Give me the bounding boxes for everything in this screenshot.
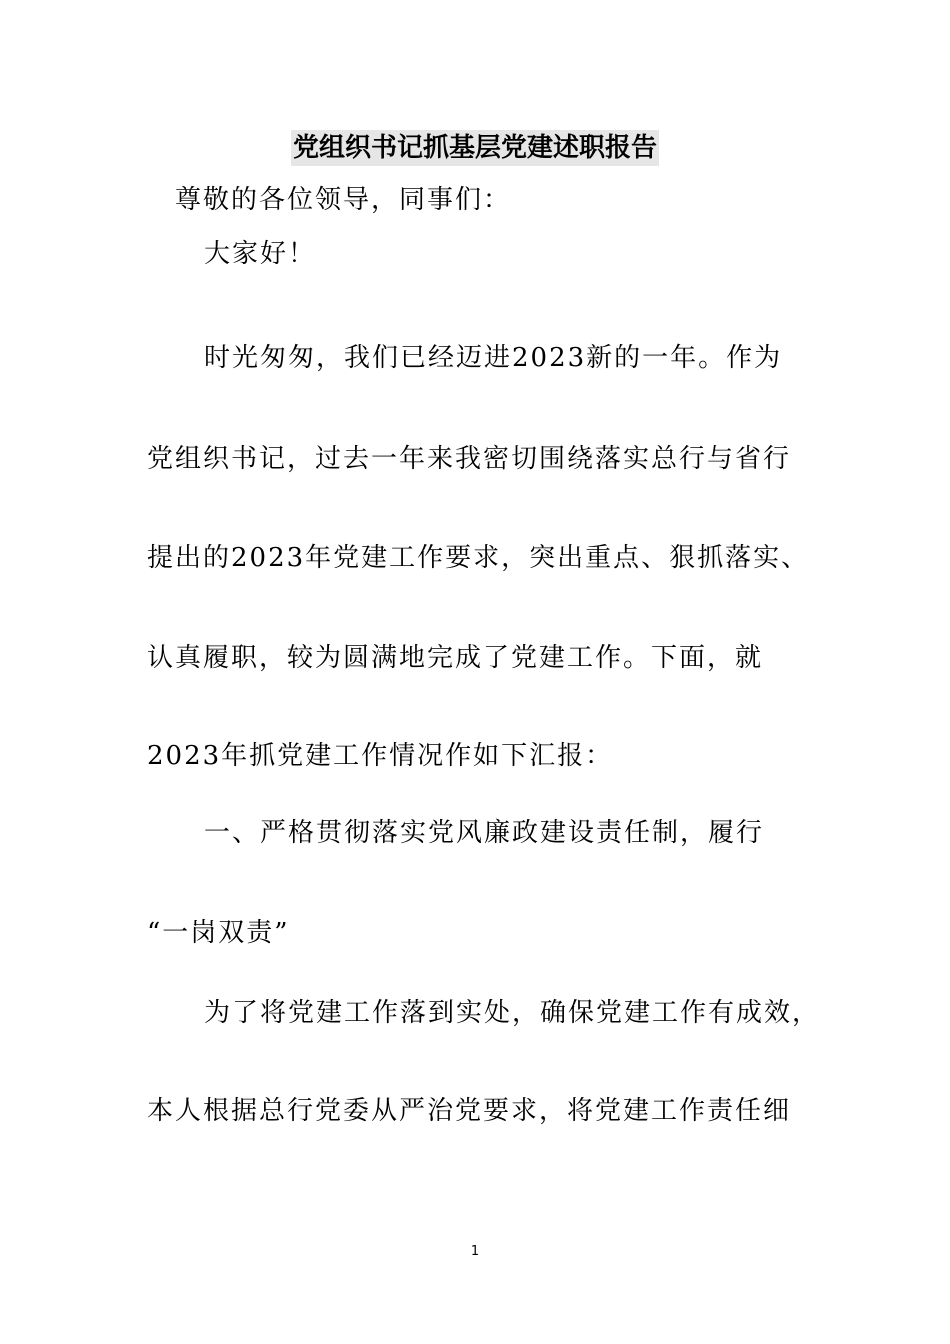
page-number: 1 [470, 1244, 480, 1259]
section-heading-line: “一岗双责” [147, 918, 290, 948]
section-heading-line: 一、严格贯彻落实党风廉政建设责任制，履行 [204, 818, 765, 848]
paragraph-line: 党组织书记，过去一年来我密切围绕落实总行与省行 [147, 444, 792, 474]
document-title: 党组织书记抓基层党建述职报告 [291, 130, 659, 166]
paragraph-line: 提出的2023年党建工作要求，突出重点、狠抓落实、 [147, 543, 810, 573]
paragraph-line: 2023年抓党建工作情况作如下汇报： [147, 741, 614, 771]
paragraph-line: 为了将党建工作落到实处，确保党建工作有成效， [204, 998, 821, 1028]
paragraph-line: 本人根据总行党委从严治党要求，将党建工作责任细 [147, 1096, 792, 1126]
paragraph-line: 认真履职，较为圆满地完成了党建工作。下面，就 [147, 643, 764, 673]
title-container [0, 130, 950, 166]
paragraph-line: 时光匆匆，我们已经迈进2023新的一年。作为 [204, 343, 783, 373]
salutation: 尊敬的各位领导，同事们： [175, 185, 512, 215]
greeting-line: 大家好！ [204, 239, 317, 269]
